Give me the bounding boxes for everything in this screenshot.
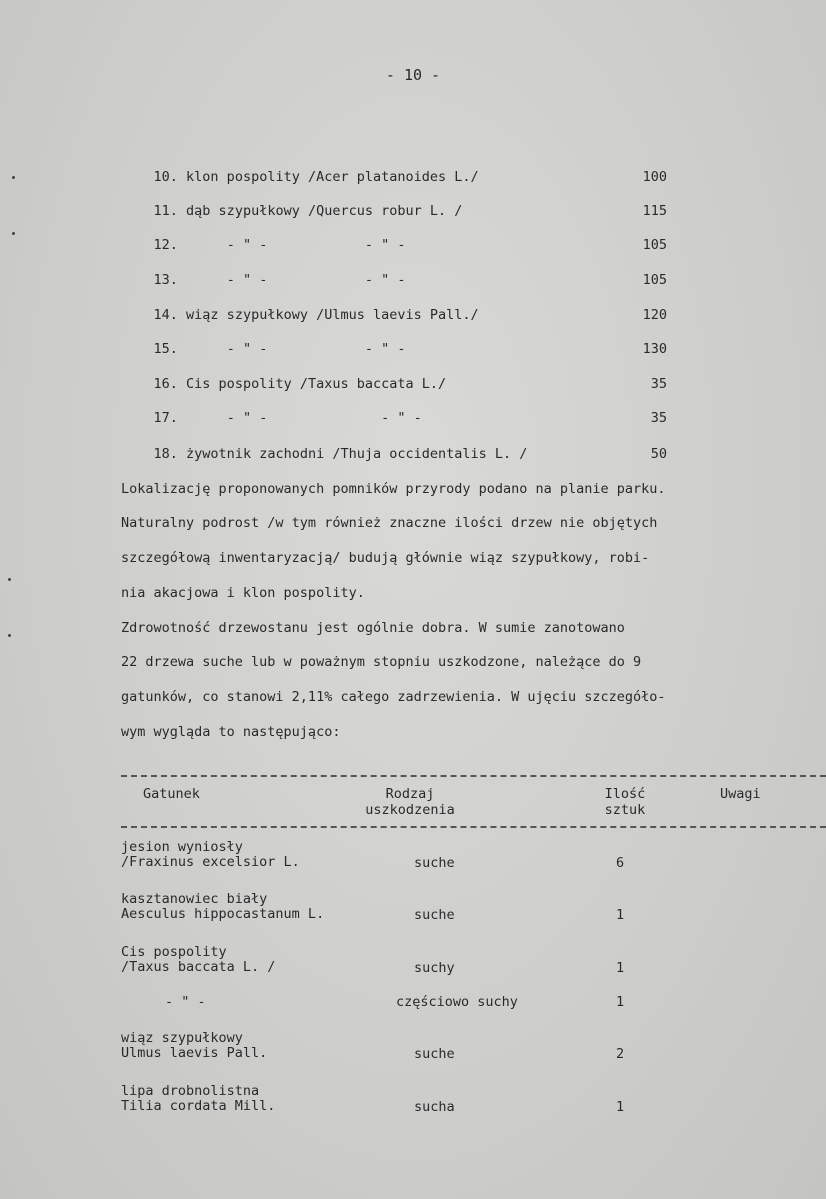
margin-speck — [8, 634, 11, 637]
cell-damage: suche — [414, 855, 455, 871]
cell-damage: suche — [414, 907, 455, 923]
item-text: - " - - " - — [226, 341, 406, 357]
item-number: 14. — [153, 307, 178, 323]
paragraph-line: wym wygląda to następująco: — [121, 724, 341, 740]
cell-count: 1 — [616, 907, 625, 923]
item-number: 11. — [153, 203, 178, 219]
item-text: - " - - " - — [226, 410, 422, 426]
item-text: - " - - " - — [226, 237, 406, 253]
list-item — [121, 181, 667, 219]
list-item — [121, 215, 667, 253]
cell-species: lipa drobnolistna Tilia cordata Mill. — [121, 1083, 276, 1114]
item-text: - " - - " - — [226, 272, 406, 288]
paragraph-line: gatunków, co stanowi 2,11% całego zadrzewienia. W ujęciu szczegóło- — [121, 689, 666, 705]
cell-damage: suche — [414, 1046, 455, 1062]
list-item — [121, 388, 667, 426]
item-value: 105 — [642, 272, 667, 288]
item-number: 12. — [153, 237, 178, 253]
paragraph-line: Lokalizację proponowanych pomników przyrody podano na planie parku. — [121, 481, 666, 497]
list-item — [121, 147, 667, 185]
header-damage: Rodzaj uszkodzenia — [365, 786, 455, 818]
margin-speck — [12, 232, 15, 235]
cell-damage: częściowo suchy — [396, 994, 518, 1010]
cell-species: Cis pospolity /Taxus baccata L. / — [121, 944, 276, 975]
item-value: 35 — [650, 376, 667, 392]
cell-damage: sucha — [414, 1099, 455, 1115]
paragraph-line: 22 drzewa suche lub w poważnym stopniu uszkodzone, należące do 9 — [121, 654, 642, 670]
paragraph-line: nia akacjowa i klon pospolity. — [121, 585, 365, 601]
paragraph-line: szczegółową inwentaryzacją/ budują głównie wiąz szypułkowy, robi- — [121, 550, 650, 566]
paragraph-line: Zdrowotność drzewostanu jest ogólnie dobra. W sumie zanotowano — [121, 620, 625, 636]
list-item — [121, 354, 667, 392]
item-value: 105 — [642, 237, 667, 253]
cell-species: jesion wyniosły /Fraxinus excelsior L. — [121, 839, 300, 870]
margin-speck — [8, 578, 11, 581]
table-top-rule — [121, 775, 826, 777]
page-number: - 10 - — [385, 66, 441, 84]
item-value: 130 — [642, 341, 667, 357]
item-number: 16. — [153, 376, 178, 392]
item-text: żywotnik zachodni /Thuja occidentalis L. / — [186, 446, 528, 462]
cell-species: kasztanowiec biały Aesculus hippocastanum L. — [121, 891, 325, 922]
paragraph-line: Naturalny podrost /w tym również znaczne ilości drzew nie objętych — [121, 515, 658, 531]
header-count: Ilość sztuk — [604, 786, 646, 818]
cell-count: 6 — [616, 855, 625, 871]
table-header-rule — [121, 826, 826, 828]
item-text: klon pospolity /Acer platanoides L./ — [186, 169, 479, 185]
item-number: 18. — [153, 446, 178, 462]
item-number: 13. — [153, 272, 178, 288]
list-item — [121, 424, 667, 462]
margin-speck — [12, 176, 15, 179]
list-item — [121, 319, 667, 357]
item-value: 120 — [642, 307, 667, 323]
list-item — [121, 285, 667, 323]
cell-species: wiąz szypułkowy Ulmus laevis Pall. — [121, 1030, 268, 1061]
cell-count: 2 — [616, 1046, 625, 1062]
cell-species: - " - — [165, 994, 206, 1010]
item-number: 15. — [153, 341, 178, 357]
header-notes: Uwagi — [720, 786, 761, 802]
item-number: 17. — [153, 410, 178, 426]
item-text: wiąz szypułkowy /Ulmus laevis Pall./ — [186, 307, 479, 323]
cell-count: 1 — [616, 994, 625, 1010]
item-text: dąb szypułkowy /Quercus robur L. / — [186, 203, 463, 219]
cell-damage: suchy — [414, 960, 455, 976]
list-item — [121, 250, 667, 288]
item-value: 50 — [650, 446, 667, 462]
item-text: Cis pospolity /Taxus baccata L./ — [186, 376, 447, 392]
cell-count: 1 — [616, 960, 625, 976]
item-number: 10. — [153, 169, 178, 185]
item-value: 115 — [642, 203, 667, 219]
header-species: Gatunek — [143, 786, 200, 802]
cell-count: 1 — [616, 1099, 625, 1115]
item-value: 100 — [642, 169, 667, 185]
item-value: 35 — [650, 410, 667, 426]
